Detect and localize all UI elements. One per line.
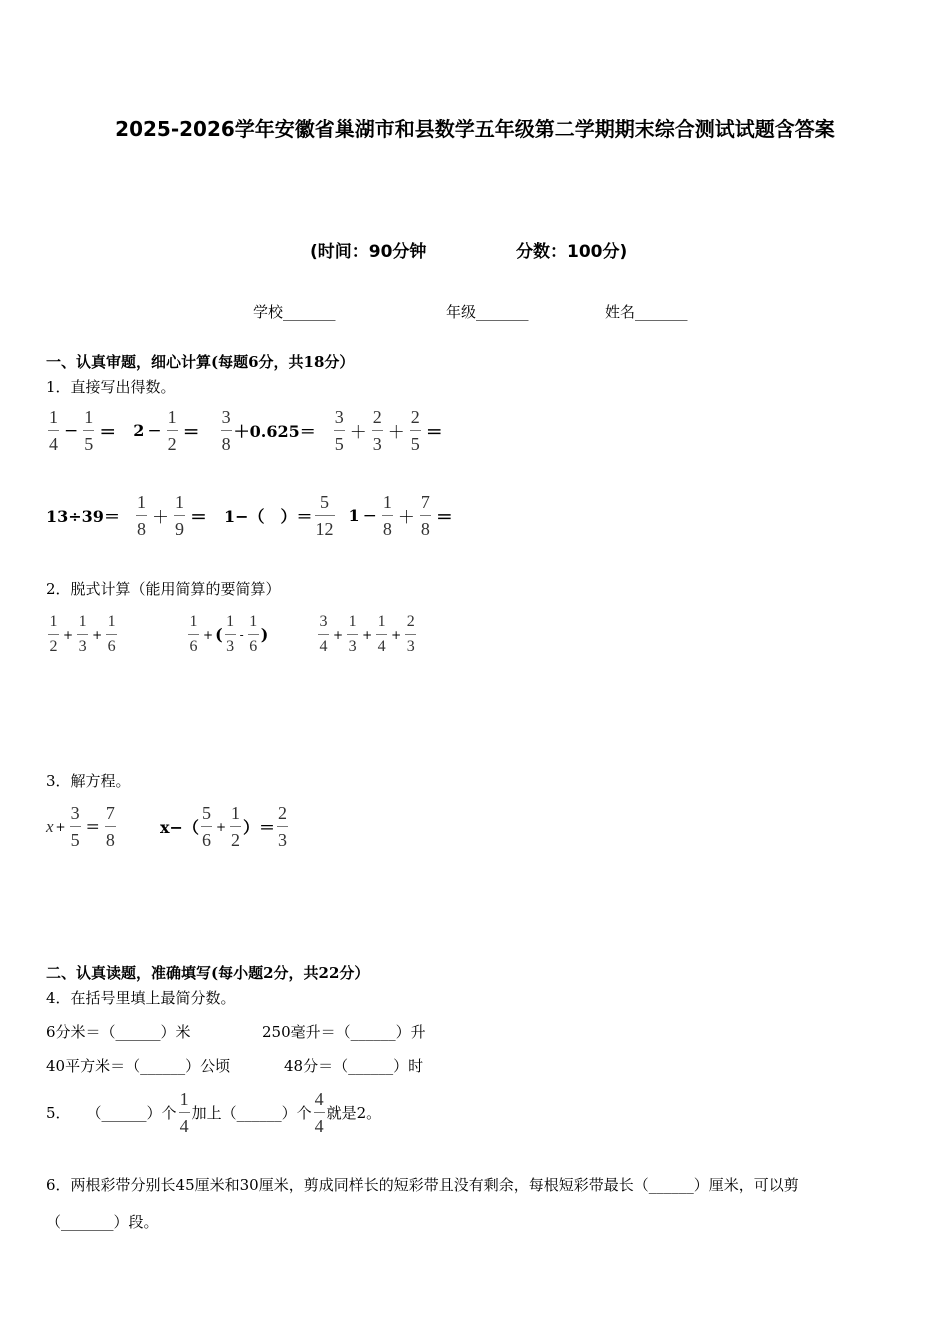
q5-part-3: 就是2。: [326, 1104, 382, 1122]
fraction: $\frac{2}{5}$: [410, 407, 420, 454]
q1-row-1: $\frac{1}{4}$ − $\frac{1}{5}$ ＝ 2 − $\frac{1}{2}$ ＝ $\frac{3}{8}$ ＋0.625＝ $\frac{3}{5}$ ＋ $\frac{2}{3}$ ＋ $\frac{2}{5}$ ＝: [49, 407, 443, 454]
fraction: $\frac{1}{5}$: [84, 407, 94, 454]
page-title: 2025-2026学年安徽省巢湖市和县数学五年级第二学期期末综合测试试题含答案: [115, 117, 835, 141]
fraction: $\frac{2}{3}$: [372, 407, 382, 454]
question-2-label: 2．脱式计算（能用简算的要简算）: [46, 580, 281, 598]
grade-field: 年级_______: [446, 303, 529, 321]
q4-item-c: 40平方米＝（______）公顷: [46, 1057, 231, 1075]
q4-item-d: 48分＝（______）时: [284, 1057, 424, 1075]
question-3-label: 3．解方程。: [46, 772, 131, 790]
question-6-line-1: 6．两根彩带分别长45厘米和30厘米，剪成同样长的短彩带且没有剩余，每根短彩带最长（______）厘米，可以剪: [46, 1176, 799, 1194]
fraction: $\frac{3}{8}$: [221, 407, 231, 454]
fraction: $\frac{7}{8}$: [420, 492, 430, 539]
name-field: 姓名_______: [605, 303, 688, 321]
q5-part-1: （______）个: [86, 1104, 177, 1122]
fraction: $\frac{1}{9}$: [174, 492, 184, 539]
fraction: $\frac{3}{5}$: [334, 407, 344, 454]
q4-item-a: 6分米＝（______）米: [46, 1023, 191, 1041]
q2-expression-3: $\frac{3}{4}$ + $\frac{1}{3}$ + $\frac{1}{4}$ + $\frac{2}{3}$: [319, 613, 415, 655]
fraction: $\frac{1}{8}$: [382, 492, 392, 539]
score-info: 分数：100分): [516, 242, 628, 262]
question-1-label: 1．直接写出得数。: [46, 378, 176, 396]
school-field: 学校_______: [253, 303, 336, 321]
fraction: $\frac{1}{4}$: [49, 407, 58, 454]
question-4-label: 4．在括号里填上最简分数。: [46, 989, 236, 1007]
q2-expression-1: $\frac{1}{2}$ + $\frac{1}{3}$ + $\frac{1}{6}$: [49, 613, 116, 655]
q2-expression-2: $\frac{1}{6}$ + ( $\frac{1}{3}$ - $\frac{1}{6}$ ): [189, 613, 269, 655]
q5-number: 5．: [46, 1104, 71, 1122]
question-6-line-2: （_______）段。: [46, 1213, 159, 1231]
fraction: $\frac{1}{2}$: [167, 407, 177, 454]
time-info: (时间：90分钟: [310, 242, 427, 262]
q3-equation-2: x−（ $\frac{5}{6}$ + $\frac{1}{2}$ ）＝ $\frac{2}{3}$: [160, 803, 288, 850]
question-5: 5． （______）个 $\frac{1}{4}$ 加上（______）个 $\frac{4}{4}$ 就是2。: [46, 1089, 382, 1136]
q5-part-2: 加上（______）个: [191, 1104, 312, 1122]
fraction: $\frac{5}{12}$: [315, 492, 334, 539]
q3-equation-1: x + $\frac{3}{5}$ = $\frac{7}{8}$: [46, 803, 115, 850]
q1-row-2: 13÷39＝ $\frac{1}{8}$ ＋ $\frac{1}{9}$ ＝ 1−（ ）＝ $\frac{5}{12}$ 1 − $\frac{1}{8}$ ＋ $\frac{7}{8}$ ＝: [46, 492, 453, 539]
section-1-heading: 一、认真审题，细心计算(每题6分，共18分）: [46, 353, 355, 371]
q4-item-b: 250毫升＝（______）升: [262, 1023, 426, 1041]
section-2-heading: 二、认真读题，准确填写(每小题2分，共22分）: [46, 964, 370, 982]
fraction: $\frac{1}{8}$: [136, 492, 146, 539]
